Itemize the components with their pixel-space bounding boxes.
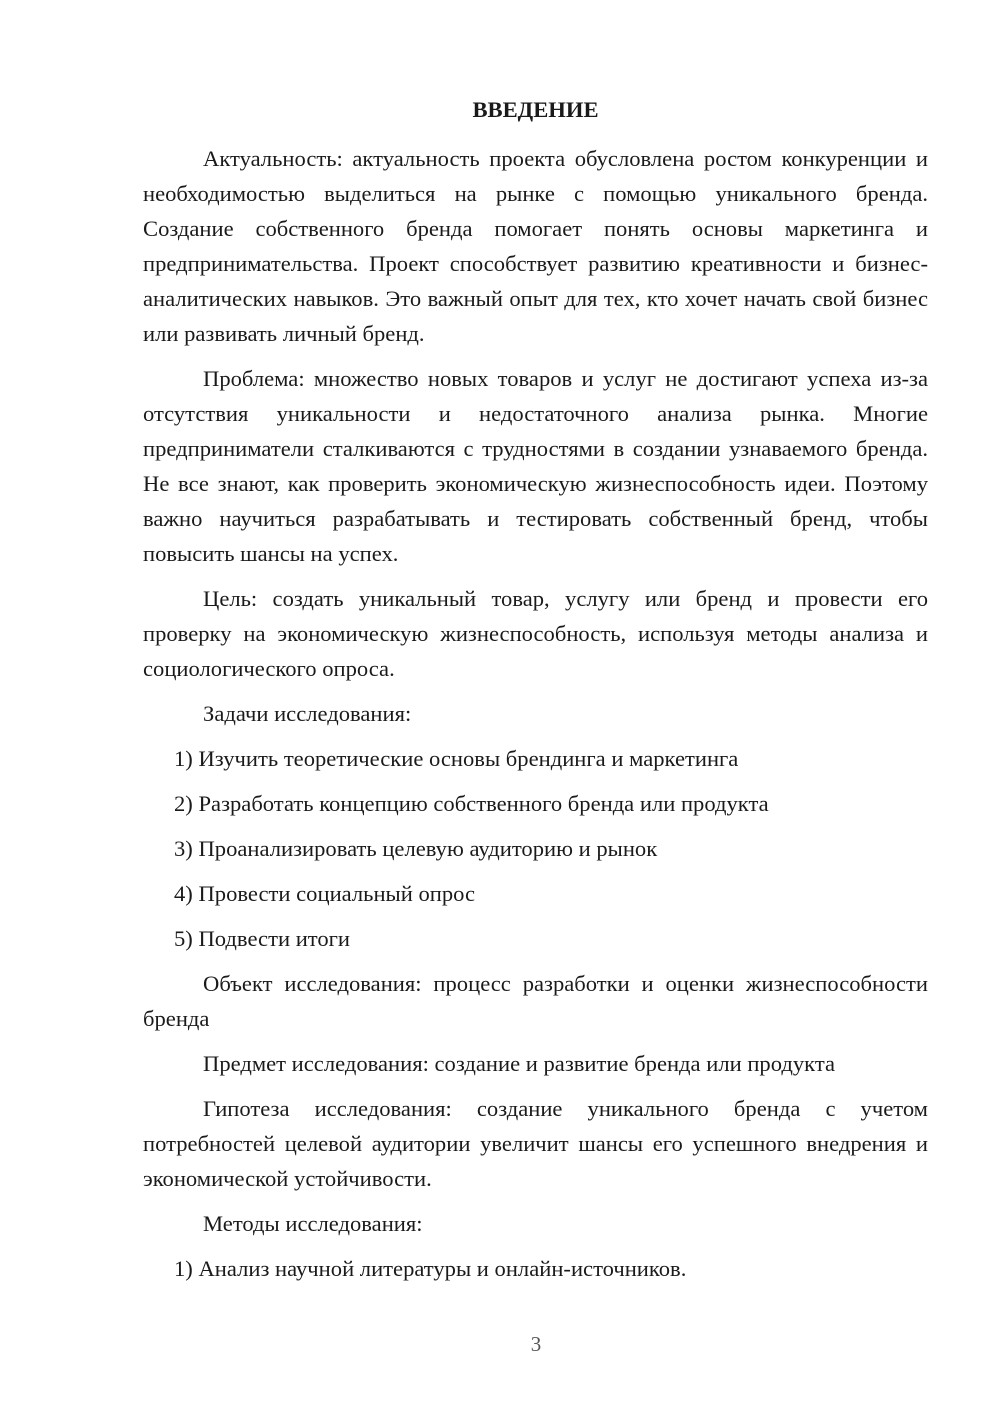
task-item-1: 1) Изучить теоретические основы брендинга и маркетинга [174,746,739,771]
relevance-paragraph: Актуальность: актуальность проекта обусловлена ростом конкуренции и необходимостью выделиться на рынке с помощью уникального бренда. Создание собственного бренда помогает понять основы маркетинга и предпринимательства. Проект способствует развитию креативности и бизнес-аналитических навыков. Это важный опыт для тех, кто хочет начать свой бизнес или развивать личный бренд. [143,146,928,346]
task-item-4: 4) Провести социальный опрос [174,881,476,906]
method-item-1: 1) Анализ научной литературы и онлайн-источников. [174,1256,687,1281]
tasks-heading: Задачи исследования: [203,701,412,726]
hypothesis-paragraph: Гипотеза исследования: создание уникального бренда с учетом потребностей целевой аудитории увеличит шансы его успешного внедрения и экономической устойчивости. [143,1096,928,1191]
task-item-2: 2) Разработать концепцию собственного бренда или продукта [174,791,769,816]
subject-paragraph: Предмет исследования: создание и развитие бренда или продукта [203,1051,836,1076]
methods-heading: Методы исследования: [203,1211,423,1236]
section-title: ВВЕДЕНИЕ [472,97,599,122]
page-number: 3 [530,1332,542,1356]
goal-paragraph: Цель: создать уникальный товар, услугу или бренд и провести его проверку на экономическую жизнеспособность, используя методы анализа и социологического опроса. [143,586,928,681]
task-item-5: 5) Подвести итоги [174,926,351,951]
object-paragraph: Объект исследования: процесс разработки и оценки жизнеспособности бренда [143,971,928,1031]
document-page [143,92,928,1296]
problem-paragraph: Проблема: множество новых товаров и услуг не достигают успеха из-за отсутствия уникальности и недостаточного анализа рынка. Многие предприниматели сталкиваются с трудностями в создании узнаваемого бренда. Не все знают, как проверить экономическую жизнеспособность идеи. Поэтому важно научиться разрабатывать и тестировать собственный бренд, чтобы повысить шансы на успех. [143,366,928,566]
task-item-3: 3) Проанализировать целевую аудиторию и рынок [174,836,658,861]
